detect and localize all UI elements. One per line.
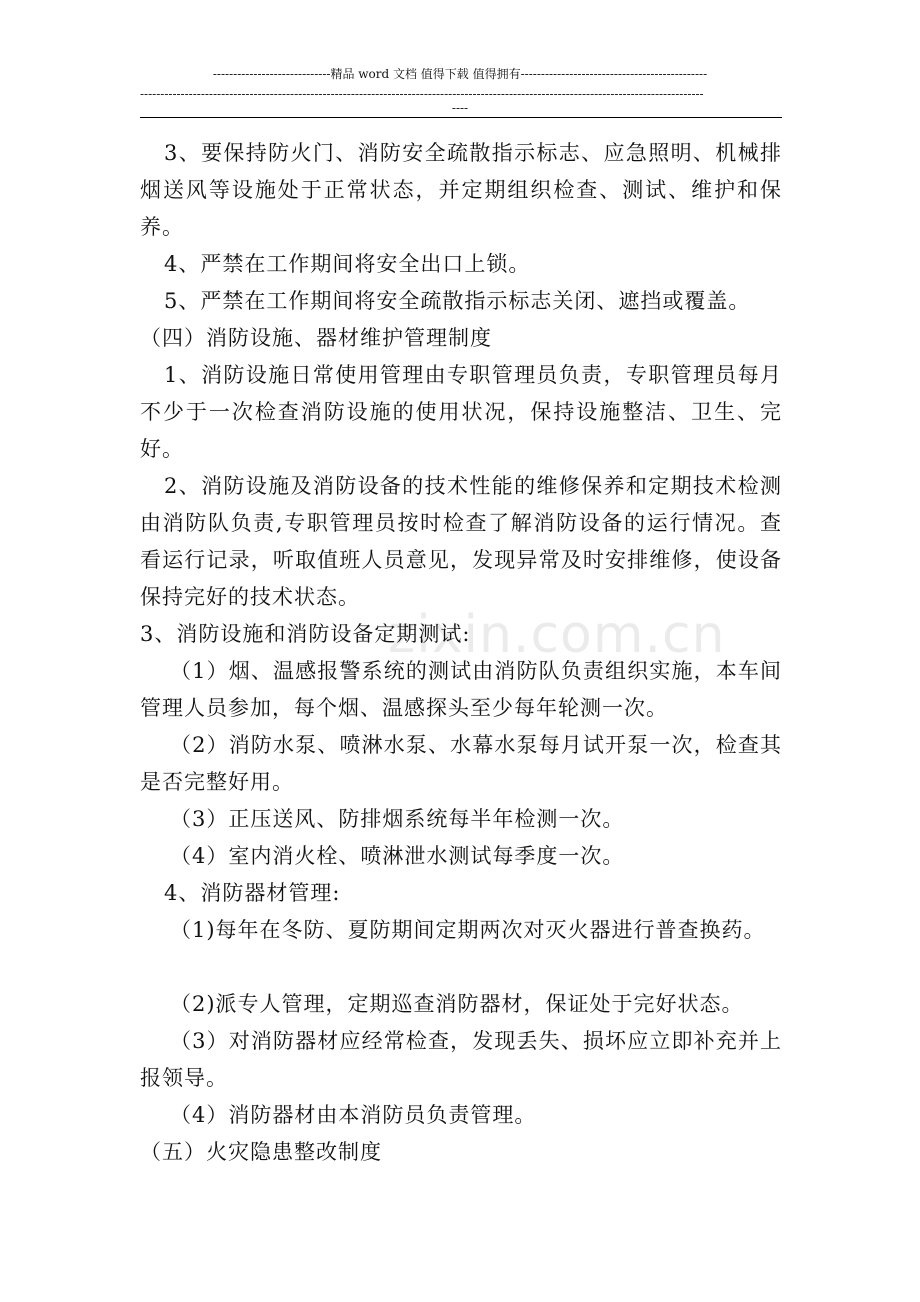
- paragraph: （4）消防器材由本消防员负责管理。: [170, 1103, 537, 1127]
- paragraph: （3）正压送风、防排烟系统每半年检测一次。: [170, 807, 625, 831]
- paragraph: （1）烟、温感报警系统的测试由消防队负责组织实施，本车间管理人员参加，每个烟、温感探头至少每年轮测一次。: [140, 659, 782, 720]
- paragraph: （3）对消防器材应经常检查，发现丢失、损坏应立即补充并上报领导。: [140, 1029, 782, 1090]
- section-heading: （五）火灾隐患整改制度: [140, 1140, 382, 1164]
- paragraph: （2)派专人管理，定期巡查消防器材，保证处于完好状态。: [170, 992, 744, 1016]
- paragraph: （4）室内消火栓、喷淋泄水测试每季度一次。: [170, 844, 625, 868]
- header-dash-line: -------------------------------------------------------------------------------------------------------------------------------------------: [140, 87, 704, 101]
- paragraph: 3、消防设施和消防设备定期测试:: [140, 622, 471, 646]
- section-heading: （四）消防设施、器材维护管理制度: [140, 326, 492, 350]
- paragraph: 4、严禁在工作期间将安全出口上锁。: [164, 252, 531, 276]
- paragraph: 3、要保持防火门、消防安全疏散指示标志、应急照明、机械排烟送风等设施处于正常状态，并定期组织检查、测试、维护和保养。: [140, 141, 782, 239]
- paragraph: 2、消防设施及消防设备的技术性能的维修保养和定期技术检测由消防队负责,专职管理员按时检查了解消防设备的运行情况。查看运行记录，听取值班人员意见，发现异常及时安排维修，使设备保持完好的技术状态。: [140, 474, 782, 609]
- paragraph: 4、消防器材管理:: [164, 881, 341, 905]
- paragraph: 1、消防设施日常使用管理由专职管理员负责，专职管理员每月不少于一次检查消防设施的使用状况，保持设施整洁、卫生、完好。: [140, 363, 782, 461]
- watermark-text: zixin.com.cn: [388, 605, 726, 665]
- header-banner-text: -----------------------------精品 word 文档 值得下载 值得拥有----------------------------------------------: [212, 67, 708, 81]
- paragraph: （2）消防水泵、喷淋水泵、水幕水泵每月试开泵一次，检查其是否完整好用。: [140, 733, 782, 794]
- paragraph: （1)每年在冬防、夏防期间定期两次对灭火器进行普查换药。: [170, 918, 766, 942]
- paragraph: 5、严禁在工作期间将安全疏散指示标志关闭、遮挡或覆盖。: [164, 289, 751, 313]
- header-dash-tail: ----: [451, 101, 469, 115]
- header-rule: [140, 117, 782, 118]
- blank-line: [140, 949, 782, 986]
- document-body: [140, 135, 782, 1171]
